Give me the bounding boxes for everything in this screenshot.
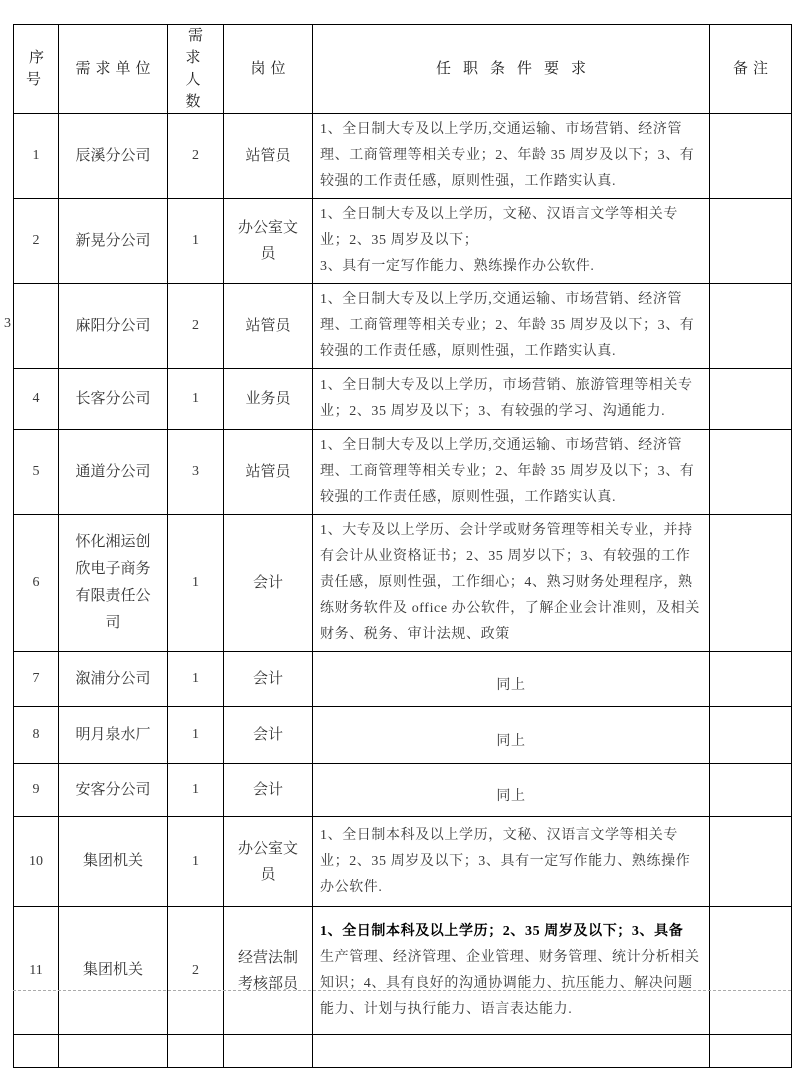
table-row (14, 764, 792, 817)
cell-headcount: 2 (168, 907, 224, 1035)
header-position: 岗位 (224, 25, 313, 114)
requirement-text: 1、全日制大专及以上学历,交通运输、市场营销、经济管理、工商管理等相关专业；2、年龄 35 周岁及以下；3、有较强的工作责任感，原则性强，工作踏实认真. (320, 122, 695, 189)
requirement-text: 1、全日制本科及以上学历；2、35 周岁及以下；3、具备 (320, 923, 684, 939)
table-row (14, 515, 792, 652)
cell-remark (710, 284, 792, 369)
cell-requirements (313, 199, 710, 284)
cell-demand-unit: 安客分公司 (59, 764, 168, 817)
cell-position (224, 1035, 313, 1068)
cell-headcount: 1 (168, 652, 224, 707)
cell-position: 办公室文员 (224, 199, 313, 284)
cell-serial-number: 5 (14, 430, 59, 515)
cell-demand-unit: 麻阳分公司 (59, 284, 168, 369)
cell-requirements (313, 284, 710, 369)
page-break-dashed-line (13, 990, 791, 991)
cell-headcount: 1 (168, 707, 224, 764)
requirement-text: 同上 (496, 734, 526, 749)
cell-headcount (168, 1035, 224, 1068)
cell-serial-number: 10 (14, 817, 59, 907)
table-row (14, 199, 792, 284)
cell-position: 站管员 (224, 430, 313, 515)
requirement-text: 1、全日制大专及以上学历,交通运输、市场营销、经济管理、工商管理等相关专业；2、年龄 35 周岁及以下；3、有较强的工作责任感，原则性强，工作踏实认真. (320, 438, 695, 505)
cell-headcount: 2 (168, 114, 224, 199)
cell-demand-unit: 辰溪分公司 (59, 114, 168, 199)
table-body (14, 114, 792, 1068)
cell-demand-unit: 集团机关 (59, 907, 168, 1035)
header-remark: 备注 (710, 25, 792, 114)
cell-demand-unit: 怀化湘运创欣电子商务有限责任公司 (59, 515, 168, 652)
table-row (14, 1035, 792, 1068)
requirement-text: 同上 (496, 789, 526, 804)
cell-remark (710, 707, 792, 764)
cell-serial-number: 9 (14, 764, 59, 817)
table-row (14, 369, 792, 430)
cell-remark (710, 652, 792, 707)
cell-remark (710, 515, 792, 652)
table-row (14, 430, 792, 515)
header-requirements: 任职条件要求 (313, 25, 710, 114)
header-demand-unit: 需求单位 (59, 25, 168, 114)
cell-requirements (313, 1035, 710, 1068)
requirement-text: 同上 (496, 678, 526, 693)
cell-remark (710, 817, 792, 907)
cell-remark (710, 907, 792, 1035)
table-row (14, 114, 792, 199)
cell-requirements (313, 114, 710, 199)
table-row (14, 907, 792, 1035)
table-row (14, 652, 792, 707)
header-row (14, 25, 792, 114)
cell-demand-unit (59, 1035, 168, 1068)
cell-remark (710, 430, 792, 515)
cell-remark (710, 764, 792, 817)
cell-serial-number (14, 1035, 59, 1068)
cell-position: 会计 (224, 707, 313, 764)
cell-serial-number: 7 (14, 652, 59, 707)
cell-position: 会计 (224, 515, 313, 652)
cell-serial-number: 1 (14, 114, 59, 199)
cell-remark (710, 1035, 792, 1068)
cell-serial-number: 2 (14, 199, 59, 284)
table-header (14, 25, 792, 114)
cell-demand-unit: 集团机关 (59, 817, 168, 907)
cell-headcount: 2 (168, 284, 224, 369)
header-headcount: 需求人数 (168, 25, 224, 114)
cell-headcount: 1 (168, 515, 224, 652)
requirement-text: 生产管理、经济管理、企业管理、财务管理、统计分析相关知识；4、具有良好的沟通协调能力、抗压能力、解决问题能力、计划与执行能力、语言表达能力. (320, 949, 700, 1017)
table-row (14, 707, 792, 764)
cell-requirements (313, 907, 710, 1035)
cell-position: 办公室文员 (224, 817, 313, 907)
requirement-text: 1、大专及以上学历、会计学或财务管理等相关专业，并持有会计从业资格证书；2、35 周岁以下；3、有较强的工作责任感，原则性强，工作细心；4、熟习财务处理程序，熟练财务软件及 office 办公软件，了解企业会计准则，及相关财务、税务、审计法规、政策 (320, 523, 700, 642)
cell-demand-unit: 长客分公司 (59, 369, 168, 430)
cell-demand-unit: 通道分公司 (59, 430, 168, 515)
cell-remark (710, 114, 792, 199)
cell-requirements (313, 369, 710, 430)
requirement-text: 1、全日制本科及以上学历，文秘、汉语言文学等相关专业；2、35 周岁及以下；3、具有一定写作能力、熟练操作办公软件. (320, 827, 691, 895)
requirement-text: 1、全日制大专及以上学历，市场营销、旅游管理等相关专业；2、35 周岁及以下；3、有较强的学习、沟通能力. (320, 378, 693, 419)
cell-requirements (313, 707, 710, 764)
table-row (14, 817, 792, 907)
cell-headcount: 1 (168, 199, 224, 284)
cell-headcount: 1 (168, 817, 224, 907)
requirement-text: 1、全日制大专及以上学历,交通运输、市场营销、经济管理、工商管理等相关专业；2、年龄 35 周岁及以下；3、有较强的工作责任感，原则性强，工作踏实认真. (320, 292, 695, 359)
cell-demand-unit: 溆浦分公司 (59, 652, 168, 707)
cell-position: 会计 (224, 764, 313, 817)
cell-serial-number: 8 (14, 707, 59, 764)
table-row (14, 284, 792, 369)
cell-position: 站管员 (224, 284, 313, 369)
cell-serial-number (14, 284, 59, 369)
cell-headcount: 1 (168, 369, 224, 430)
cell-requirements (313, 430, 710, 515)
cell-requirements (313, 764, 710, 817)
cell-serial-number: 4 (14, 369, 59, 430)
requirement-text: 3、具有一定写作能力、熟练操作办公软件. (320, 259, 595, 274)
cell-serial-number: 6 (14, 515, 59, 652)
cell-position: 会计 (224, 652, 313, 707)
cell-demand-unit: 明月泉水厂 (59, 707, 168, 764)
requirement-text: 1、全日制大专及以上学历，文秘、汉语言文学等相关专业；2、35 周岁及以下； (320, 207, 678, 248)
cell-position: 经营法制考核部员 (224, 907, 313, 1035)
row-number-outside: 3 (4, 315, 11, 331)
cell-headcount: 3 (168, 430, 224, 515)
cell-remark (710, 199, 792, 284)
cell-serial-number: 11 (14, 907, 59, 1035)
cell-remark (710, 369, 792, 430)
cell-position: 站管员 (224, 114, 313, 199)
header-serial-number: 序号 (14, 25, 59, 114)
cell-requirements (313, 652, 710, 707)
cell-position: 业务员 (224, 369, 313, 430)
cell-requirements (313, 515, 710, 652)
cell-requirements (313, 817, 710, 907)
cell-demand-unit: 新晃分公司 (59, 199, 168, 284)
cell-headcount: 1 (168, 764, 224, 817)
recruitment-table (13, 24, 792, 1068)
